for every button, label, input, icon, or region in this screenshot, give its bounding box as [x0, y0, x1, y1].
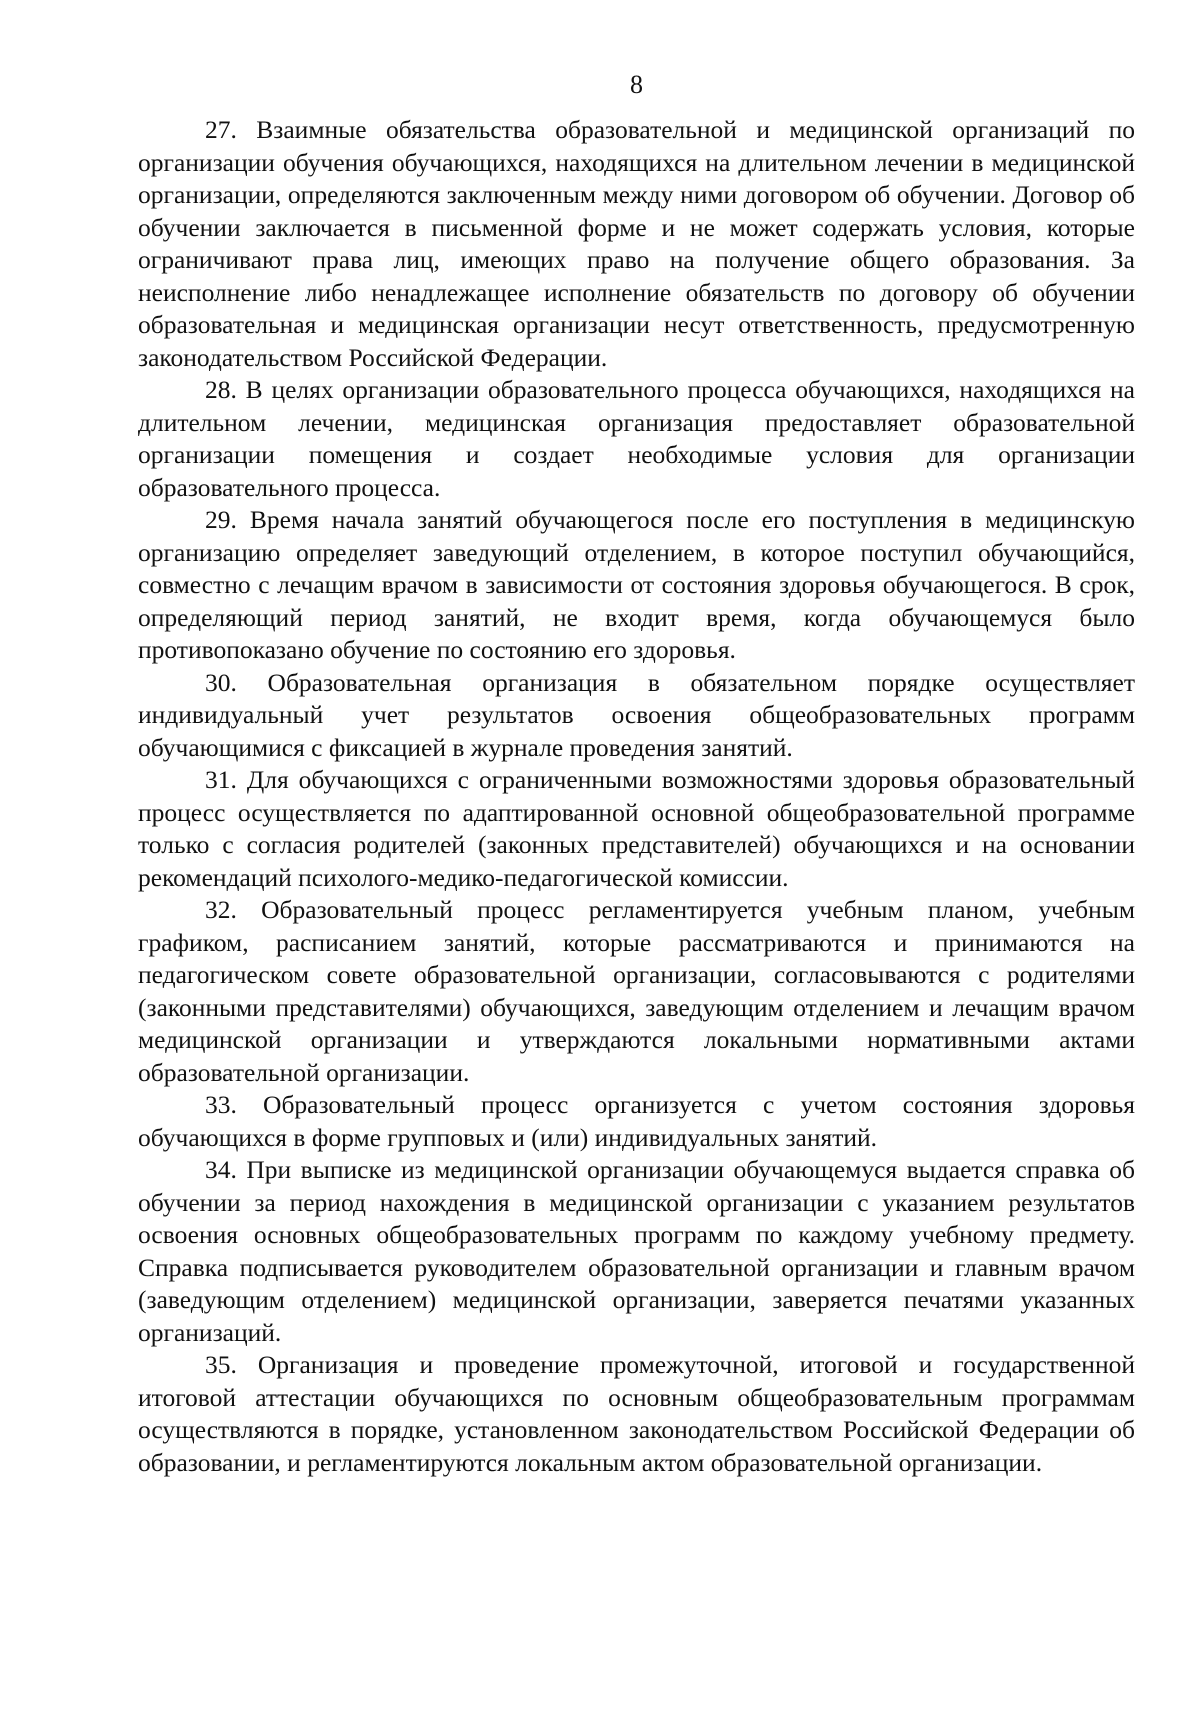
page-number: 8: [630, 70, 643, 99]
paragraph-33: 33. Образовательный процесс организуется с учетом состояния здоровья обучающихся в форме групповых и (или) индивидуальных занятий.: [138, 1090, 1135, 1152]
paragraph-30: 30. Образовательная организация в обязательном порядке осуществляет индивидуальный учет результатов освоения общеобразовательных программ обучающимися с фиксацией в журнале проведения занятий.: [138, 667, 1135, 762]
paragraph-32: 32. Образовательный процесс регламентируется учебным планом, учебным графиком, расписанием занятий, которые рассматриваются и принимаются на педагогическом совете образовательной организации, согласовываются с родителями (законными представителями) обучающихся, заведующим отделением и лечащим врачом медицинской организации и утверждаются локальными нормативными актами образовательной организации.: [138, 895, 1135, 1087]
paragraph-29: 29. Время начала занятий обучающегося после его поступления в медицинскую организацию определяет заведующий отделением, в которое поступил обучающийся, совместно с лечащим врачом в зависимости от состояния здоровья обучающегося. В срок, определяющий период занятий, не входит время, когда обучающемуся было противопоказано обучение по состоянию его здоровья.: [138, 505, 1135, 664]
paragraph-31: 31. Для обучающихся с ограниченными возможностями здоровья образовательный процесс осуществляется по адаптированной основной общеобразовательной программе только с согласия родителей (законных представителей) обучающихся и на основании рекомендаций психолого-медико-педагогической комиссии.: [138, 765, 1135, 892]
paragraph-34: 34. При выписке из медицинской организации обучающемуся выдается справка об обучении за период нахождения в медицинской организации с указанием результатов освоения основных общеобразовательных программ по каждому учебному предмету. Справка подписывается руководителем образовательной организации и главным врачом (заведующим отделением) медицинской организации, заверяется печатями указанных организаций.: [138, 1155, 1135, 1347]
document-page: [138, 70, 1135, 1479]
paragraph-28: 28. В целях организации образовательного процесса обучающихся, находящихся на длительном лечении, медицинская организация предоставляет образовательной организации помещения и создает необходимые условия для организации образовательного процесса.: [138, 375, 1135, 502]
paragraph-27: 27. Взаимные обязательства образовательной и медицинской организаций по организации обучения обучающихся, находящихся на длительном лечении в медицинской организации, определяются заключенным между ними договором об обучении. Договор об обучении заключается в письменной форме и не может содержать условия, которые ограничивают права лиц, имеющих право на получение общего образования. За неисполнение либо ненадлежащее исполнение обязательств по договору об обучении образовательная и медицинская организации несут ответственность, предусмотренную законодательством Российской Федерации.: [138, 115, 1135, 372]
paragraph-35: 35. Организация и проведение промежуточной, итоговой и государственной итоговой аттестации обучающихся по основным общеобразовательным программам осуществляются в порядке, установленном законодательством Российской Федерации об образовании, и регламентируются локальным актом образовательной организации.: [138, 1350, 1135, 1477]
